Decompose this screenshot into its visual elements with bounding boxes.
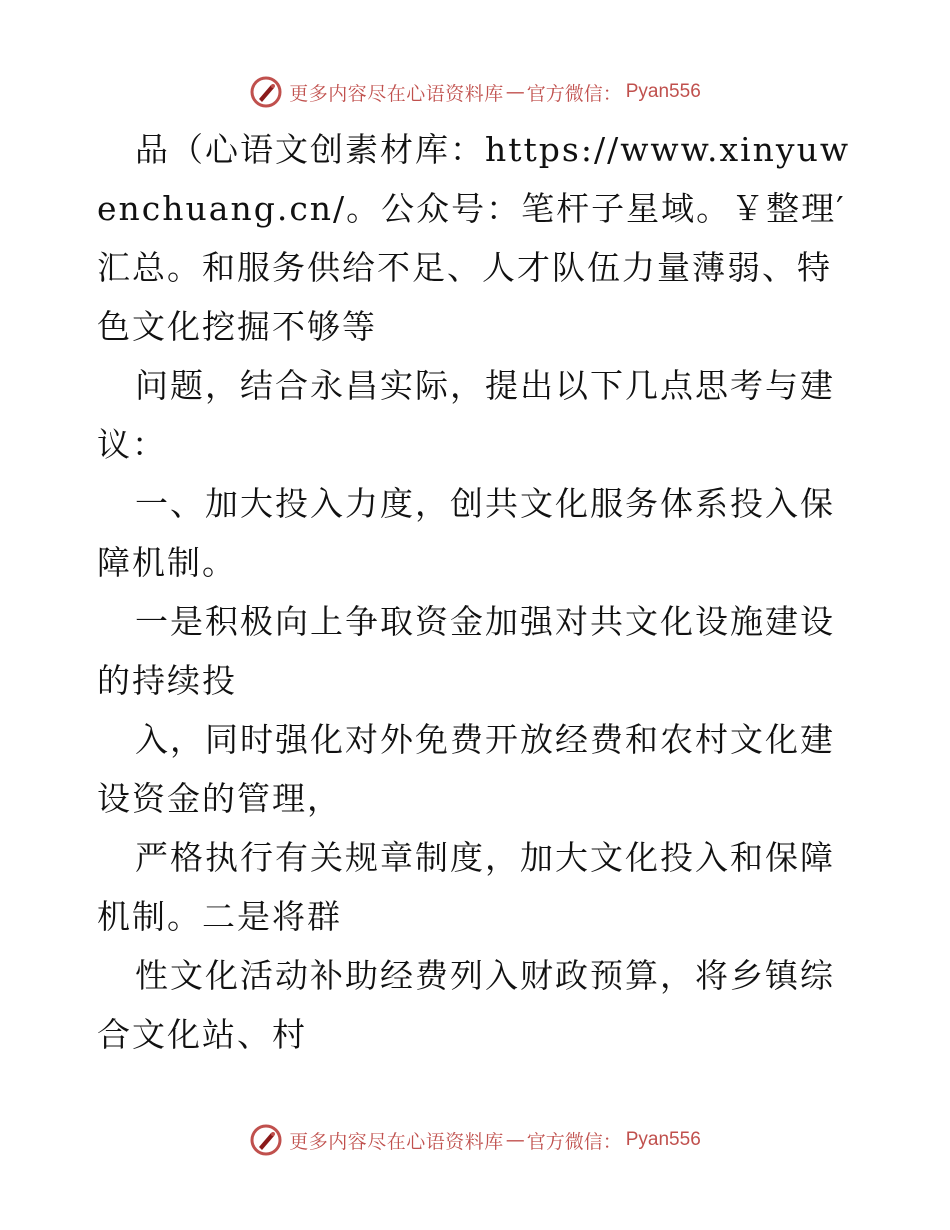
watermark-official-label: 官方微信： [526, 1130, 622, 1153]
watermark-wechat-handle: Pyan556 [625, 81, 701, 102]
paragraph: 严格执行有关规章制度，加大文化投入和保障机制。二是将群 [97, 838, 835, 936]
pen-circle-logo-icon [249, 1123, 283, 1157]
pen-circle-logo-icon [249, 75, 283, 109]
footer-watermark [0, 1120, 950, 1160]
header-watermark [0, 72, 950, 112]
watermark-official-label: 官方微信： [526, 82, 622, 105]
watermark-wechat-handle: Pyan556 [625, 1129, 701, 1150]
watermark-main-text: 更多内容尽在心语资料库 [289, 82, 504, 105]
paragraph: 入，同时强化对外免费开放经费和农村文化建设资金的管理， [97, 720, 835, 818]
watermark-dash: — [505, 81, 525, 103]
watermark-dash: — [505, 1129, 525, 1151]
paragraph: 一、加大投入力度，创共文化服务体系投入保障机制。 [97, 484, 835, 582]
paragraph: 性文化活动补助经费列入财政预算，将乡镇综合文化站、村 [97, 956, 835, 1054]
paragraph: 品（心语文创素材库：https://www.xinyuwenchuang.cn/。公众号：笔杆子星域。￥整理′汇总。和服务供给不足、人才队伍力量薄弱、特色文化挖掘不够等 [97, 130, 851, 346]
watermark-main-text: 更多内容尽在心语资料库 [289, 1130, 504, 1153]
document-body [97, 120, 857, 1064]
paragraph: 一是积极向上争取资金加强对共文化设施建设的持续投 [97, 602, 835, 700]
paragraph: 问题，结合永昌实际，提出以下几点思考与建议： [97, 366, 835, 464]
